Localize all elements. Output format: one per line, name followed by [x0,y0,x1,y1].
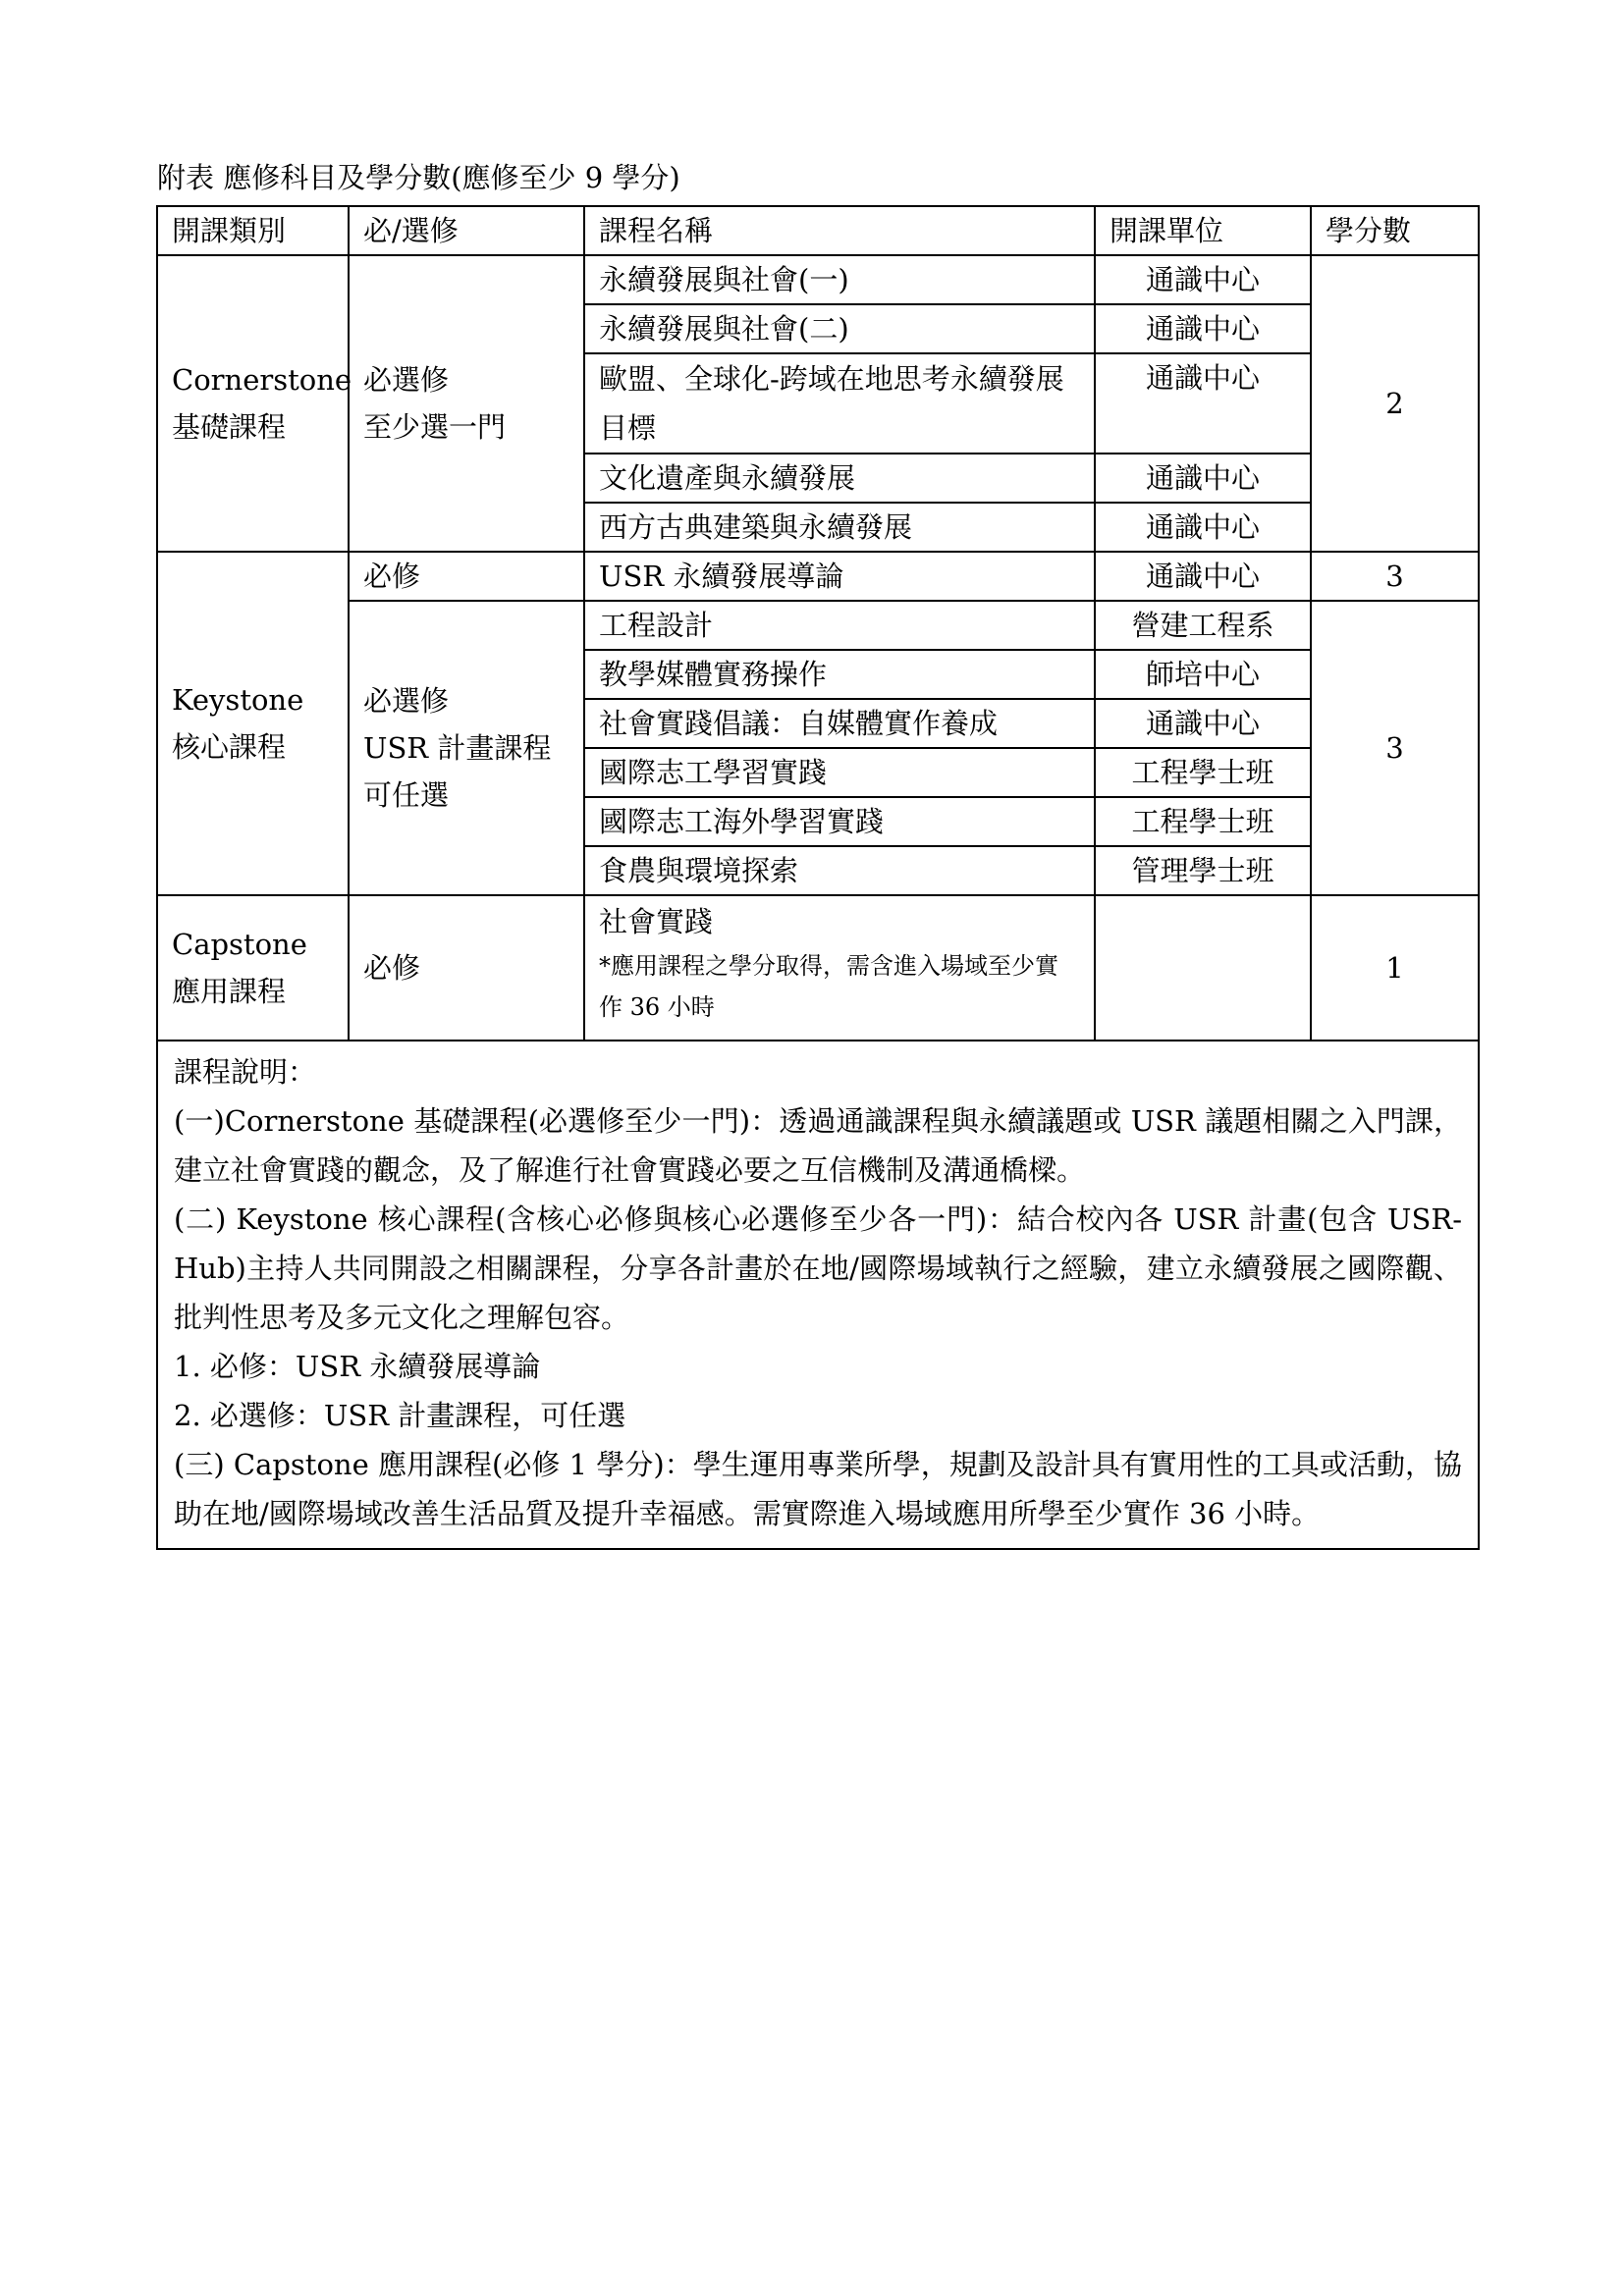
course-name: 社會實踐倡議：自媒體實作養成 [584,699,1095,748]
header-category: 開課類別 [157,206,349,255]
keystone-category-en: Keystone [172,683,304,717]
notes-item-1: 1. 必修：USR 永續發展導論 [174,1350,541,1383]
cornerstone-req-line1: 必選修 [363,363,450,397]
course-unit: 工程學士班 [1095,748,1311,797]
keystone-category-zh: 核心課程 [172,730,287,764]
header-requirement: 必/選修 [349,206,584,255]
capstone-category-en: Capstone [172,928,307,961]
keystone-req-b-line3: 可任選 [363,778,450,812]
keystone-category-cell [157,552,349,895]
table-row [157,601,1479,650]
course-unit: 通識中心 [1095,255,1311,304]
table-caption: 附表 應修科目及學分數(應修至少 9 學分) [157,161,680,194]
keystone-req-b-line2: USR 計畫課程 [363,731,552,765]
keystone-elective-credits: 3 [1311,601,1479,895]
capstone-requirement-cell: 必修 [349,895,584,1041]
course-name: 工程設計 [584,601,1095,650]
course-unit: 師培中心 [1095,650,1311,699]
course-unit: 營建工程系 [1095,601,1311,650]
cornerstone-category-en: Cornerstone [172,363,352,397]
capstone-category-zh: 應用課程 [172,975,287,1008]
course-name: 永續發展與社會(二) [584,304,1095,353]
course-unit: 通識中心 [1095,353,1311,454]
cornerstone-category-cell [157,255,352,552]
keystone-required-credits: 3 [1311,552,1479,601]
course-unit: 通識中心 [1095,552,1311,601]
cornerstone-req-line2: 至少選一門 [363,410,507,444]
course-name: USR 永續發展導論 [584,552,1095,601]
notes-keystone: (二) Keystone 核心課程(含核心必修與核心必選修至少各一門)：結合校內各 USR 計畫(包含 USR-Hub)主持人共同開設之相關課程，分享各計畫於在地/國際場域執行之經驗，建立永續發展之國際觀、批判性思考及多元文化之理解包容。 [174,1202,1462,1334]
course-name: 永續發展與社會(一) [584,255,1095,304]
table-row [157,552,1479,601]
capstone-credits: 1 [1311,895,1479,1041]
capstone-course-cell [584,895,1095,1041]
course-name: 文化遺產與永續發展 [584,454,1095,503]
course-unit [1095,895,1311,1041]
course-credit-table [156,205,1480,1550]
header-row [157,206,1479,255]
keystone-elective-cell [349,601,584,895]
cornerstone-category-zh: 基礎課程 [172,410,287,444]
notes-item-2: 2. 必選修：USR 計畫課程，可任選 [174,1399,626,1432]
header-unit: 開課單位 [1095,206,1311,255]
course-name: 國際志工海外學習實踐 [584,797,1095,846]
keystone-req-b-line1: 必選修 [363,684,450,718]
header-credits: 學分數 [1311,206,1479,255]
course-unit: 通識中心 [1095,503,1311,552]
course-name: 社會實踐 [599,905,714,938]
notes-row [157,1041,1479,1549]
notes-capstone: (三) Capstone 應用課程(必修 1 學分)：學生運用專業所學，規劃及設計具有實用性的工具或活動，協助在地/國際場域改善生活品質及提升幸福感。需實際進入場域應用所學至少實作 36 小時。 [174,1448,1462,1530]
notes-cornerstone: (一)Cornerstone 基礎課程(必選修至少一門)：透過通識課程與永續議題或 USR 議題相關之入門課，建立社會實踐的觀念，及了解進行社會實踐必要之互信機制及溝通橋樑。 [174,1104,1462,1187]
capstone-course-note: *應用課程之學分取得，需含進入場域至少實作 36 小時 [599,952,1058,1021]
course-name: 食農與環境探索 [584,846,1095,895]
course-name: 西方古典建築與永續發展 [584,503,1095,552]
capstone-category-cell [157,895,349,1041]
course-name: 教學媒體實務操作 [584,650,1095,699]
course-name: 國際志工學習實踐 [584,748,1095,797]
course-unit: 管理學士班 [1095,846,1311,895]
cornerstone-credits: 2 [1311,255,1479,552]
course-unit: 通識中心 [1095,304,1311,353]
keystone-required-cell: 必修 [349,552,584,601]
notes-title: 課程說明： [174,1055,317,1089]
header-course-name: 課程名稱 [584,206,1095,255]
course-name: 歐盟、全球化-跨域在地思考永續發展目標 [584,353,1095,454]
cornerstone-requirement-cell [349,255,584,552]
course-notes [157,1041,1479,1549]
table-row [157,895,1479,1041]
course-unit: 通識中心 [1095,699,1311,748]
table-row [157,255,1479,304]
course-unit: 通識中心 [1095,454,1311,503]
course-unit: 工程學士班 [1095,797,1311,846]
